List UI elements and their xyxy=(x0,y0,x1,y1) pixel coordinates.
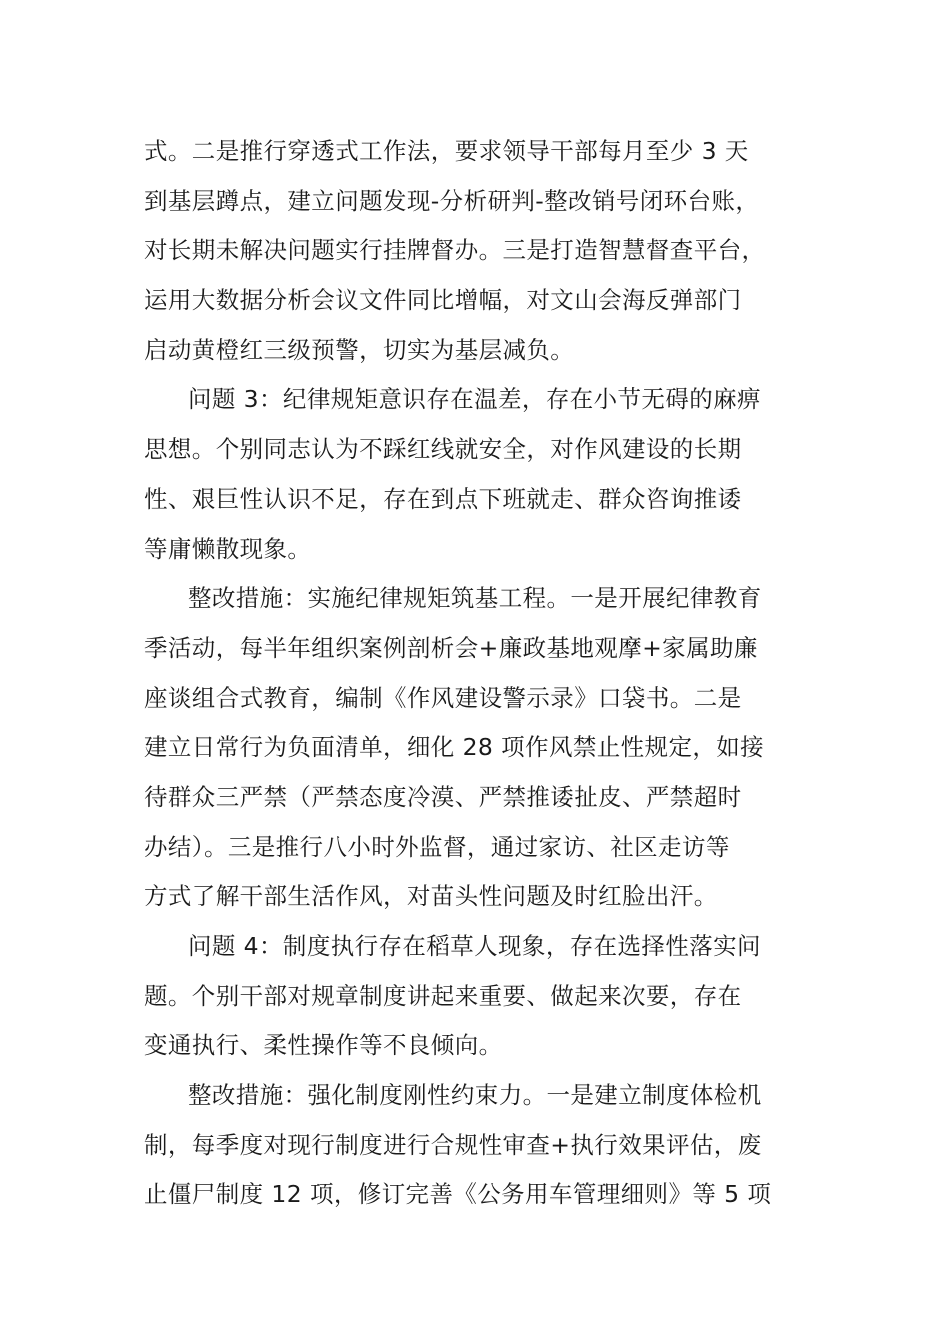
paragraph-problem-3-heading: 问题 3：纪律规矩意识存在温差，存在小节无碍的麻痹 xyxy=(188,385,761,414)
text-line: 等庸懒散现象。 xyxy=(144,534,312,563)
text-line: 止僵尸制度 12 项，修订完善《公务用车管理细则》等 5 项 xyxy=(144,1180,772,1209)
text-line: 到基层蹲点，建立问题发现-分析研判-整改销号闭环台账， xyxy=(144,186,760,215)
text-line: 思想。个别同志认为不踩红线就安全，对作风建设的长期 xyxy=(144,435,742,464)
document-body xyxy=(144,127,806,1220)
text-line: 待群众三严禁（严禁态度冷漠、严禁推诿扯皮、严禁超时 xyxy=(144,782,742,811)
text-line: 变通执行、柔性操作等不良倾向。 xyxy=(144,1031,503,1060)
text-line: 题。个别干部对规章制度讲起来重要、做起来次要，存在 xyxy=(144,981,742,1010)
text-line: 运用大数据分析会议文件同比增幅，对文山会海反弹部门 xyxy=(144,286,742,315)
paragraph-measure-4-heading: 整改措施：强化制度刚性约束力。一是建立制度体检机 xyxy=(188,1081,762,1110)
text-line: 办结）。三是推行八小时外监督，通过家访、社区走访等 xyxy=(144,832,730,861)
paragraph-problem-4-heading: 问题 4：制度执行存在稻草人现象，存在选择性落实问 xyxy=(188,932,761,960)
text-line: 性、艰巨性认识不足，存在到点下班就走、群众咨询推诿 xyxy=(144,484,742,513)
text-line: 式。二是推行穿透式工作法，要求领导干部每月至少 3 天 xyxy=(144,137,749,165)
text-line: 季活动，每半年组织案例剖析会+廉政基地观摩+家属助廉 xyxy=(144,633,758,662)
text-line: 制，每季度对现行制度进行合规性审查+执行效果评估，废 xyxy=(144,1130,762,1159)
paragraph-measure-3-heading: 整改措施：实施纪律规矩筑基工程。一是开展纪律教育 xyxy=(188,584,762,613)
text-line: 方式了解干部生活作风，对苗头性问题及时红脸出汗。 xyxy=(144,882,718,911)
text-line: 座谈组合式教育，编制《作风建设警示录》口袋书。二是 xyxy=(144,683,742,712)
text-line: 建立日常行为负面清单，细化 28 项作风禁止性规定，如接 xyxy=(144,733,765,762)
text-line: 启动黄橙红三级预警，切实为基层减负。 xyxy=(144,335,575,364)
text-line: 对长期未解决问题实行挂牌督办。三是打造智慧督查平台， xyxy=(144,236,766,265)
